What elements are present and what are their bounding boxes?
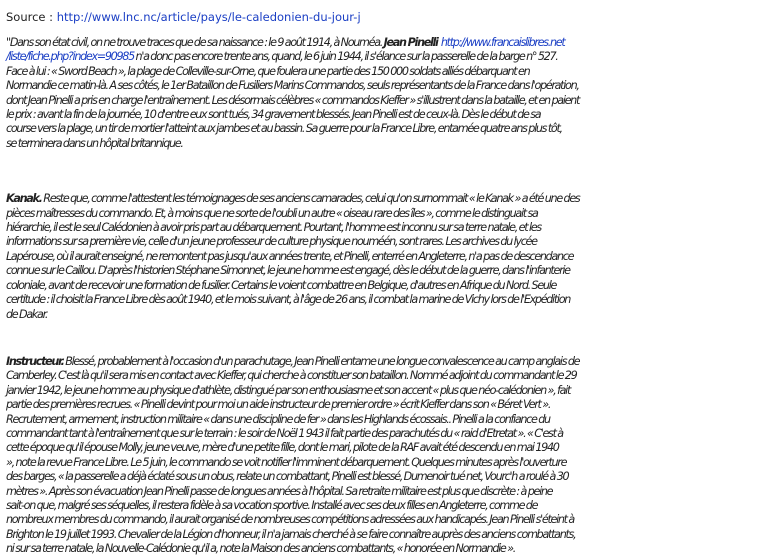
paragraph-line: hiérarchie, il est le seul Calédonien à avoir pris part au débarquement. Pourtant, l'homme est inconnu sur sa terre natale, et les xyxy=(6,221,541,235)
paragraph-line: Normandie ce matin-là. A ses côtés, le 1er Bataillon de Fusiliers Marins Commandos, seuls représentants de la France dans l'opération, xyxy=(6,79,579,93)
paragraph-line: Recrutement, armement, instruction militaire « dans une discipline de fer » dans les Highlands écossais.. Pinelli a la confiance du xyxy=(6,412,550,426)
paragraph-line: Camberley. C'est là qu'il sera mis en contact avec Kieffer, qui cherche à constituer son bataillon. Nommé adjoint du commandant le 29 xyxy=(6,369,577,383)
paragraph-line: janvier 1942, le jeune homme au physique d'athlète, distingué par son enthousiasme et son accent « plus que néo-calédonien », fait xyxy=(6,383,571,397)
paragraph-line: dont Jean Pinelli a pris en charge l'entraînement. Les désormais célèbres « commandos Kieffer » s'illustrent dans la bataille, et en paient xyxy=(6,93,580,107)
francaislibres-link-continued[interactable]: /liste/fiche.php?index=90985 xyxy=(6,50,134,64)
line-text: "Dans son état civil, on ne trouve traces que de sa naissance : le 9 août 1914, à Nouméa. xyxy=(6,36,384,49)
paragraph-line: certitude : il choisit la France Libre dès août 1940, et le mois suivant, à l'âge de 26 ans, il combat la marine de Vichy lors de l'Expédition xyxy=(6,293,571,307)
paragraph-line: connue sur le Caillou. D'après l'historien Stéphane Simonnet, le jeune homme est engagé, dès le début de la guerre, dans l'infanterie xyxy=(6,264,570,278)
paragraph-kanak xyxy=(6,192,756,322)
article-page xyxy=(6,10,756,557)
paragraph-line xyxy=(6,192,756,206)
paragraph-line: informations sur sa première vie, celle d'un jeune professeur de culture physique nouméén, sont rares. Les archives du lycée xyxy=(6,235,537,249)
paragraph-instructeur xyxy=(6,355,756,557)
paragraph-line: Face à lui : « Sword Beach », la plage de Colleville-sur-Orne, que foulera une partie des 150 000 soldats alliés débarquant en xyxy=(6,64,530,78)
paragraph-line xyxy=(6,355,756,369)
source-link[interactable]: http://www.lnc.nc/article/pays/le-caledonien-du-jour-j xyxy=(56,10,361,24)
paragraph-line: le prix : avant la fin de la journée, 10 d'entre eux sont tués, 34 gravement blessés. Jean Pinelli est de ceux-là. Dès le début de sa xyxy=(6,108,541,122)
section-lead-kanak: Kanak. xyxy=(6,192,42,206)
section-lead-instructeur: Instructeur. xyxy=(6,354,64,368)
paragraph-line: Lapérouse, où il aurait enseigné, ne remontent pas jusqu'aux années trente, et Pinelli, enterré en Angleterre, n'a pas de descendance xyxy=(6,249,574,263)
line-text: Blessé, probablement à l'occasion d'un parachutage, Jean Pinelli entame une longue convalescence au camp anglais de xyxy=(63,354,580,368)
paragraph-line: Brighton le 19 juillet 1993. Chevalier de la Légion d'honneur, il n'a jamais cherché à se faire connaître auprès des anciens combattants, xyxy=(6,527,576,541)
paragraph-line: ni sur sa terre natale, la Nouvelle-Calédonie qu'il a, note la Maison des anciens combattants, « honorée en Normandie ». xyxy=(6,542,515,556)
person-name: Jean Pinelli xyxy=(383,36,438,49)
paragraph-line: sait-on que, malgré ses séquelles, il restera fidèle à sa vocation sportive. Installé avec ses deux filles en Angleterre, comme de xyxy=(6,498,538,512)
francaislibres-link[interactable]: http://www.francaislibres.net xyxy=(440,36,565,49)
line-text: Reste que, comme l'attestent les témoignages de ses anciens camarades, celui qu'on surnommait « le Kanak » a été une des xyxy=(41,192,580,206)
source-label: Source : xyxy=(6,10,57,24)
source-line xyxy=(6,10,756,24)
paragraph-line: course vers la plage, un tir de mortier l'atteint aux jambes et au bassin. Sa guerre pour la France Libre, entamée quatre ans plus tôt, xyxy=(6,122,562,136)
paragraph-line: se terminera dans un hôpital britannique. xyxy=(6,136,183,150)
paragraph-line xyxy=(6,50,756,64)
paragraph-line: commandant tant à l'entraînement que sur le terrain : le soir de Noël 1 943 il fait partie des parachutés du « raid d'Etretat ». « C'est à xyxy=(6,426,563,440)
paragraph-line: », note la revue France Libre. Le 5 juin, le commando se voit notifier l'imminent débarquement. Quelques minutes après l'ouverture xyxy=(6,455,567,469)
paragraph-line: coloniale, avant de recevoir une formation de fusilier. Certains le voient combattre en Belgique, d'autres en Afrique du Nord. Seule xyxy=(6,278,557,292)
paragraph-birth xyxy=(6,36,756,151)
paragraph-line: de Dakar. xyxy=(6,307,48,321)
line-text: n'a donc pas encore trente ans, quand, le 6 juin 1944, il s'élance sur la passerelle de la barge n° 527. xyxy=(133,50,558,64)
paragraph-line: partie des premières recrues. « Pinelli devint pour moi un aide instructeur de premier ordre » écrit Kieffer dans son « Béret Vert ». xyxy=(6,398,551,412)
paragraph-line: des barges, « la passerelle a déjà éclaté sous un obus, relate un combattant, Pinelli est blessé, Dumenoir tué net, Vourc'h a roulé à 30 xyxy=(6,470,569,484)
paragraph-line: pièces maîtresses du commando. Et, à moins que ne sorte de l'oubli un autre « oiseau rare des îles », comme le distinguait sa xyxy=(6,206,538,220)
paragraph-line xyxy=(6,36,756,50)
paragraph-line: mètres ». Après son évacuation Jean Pinelli passe de longues années à l'hôpital. Sa retraite militaire est plus que discrète : à peine xyxy=(6,484,553,498)
paragraph-line: cette époque qu'il épouse Molly, jeune veuve, mère d'une petite fille, dont le mari, pilote de la RAF avait été descendu en mai 1940 xyxy=(6,441,559,455)
paragraph-line: nombreux membres du commando, il aurait organisé de nombreuses compétitions adressées aux handicapés. Jean Pinelli s'éteint à xyxy=(6,513,574,527)
